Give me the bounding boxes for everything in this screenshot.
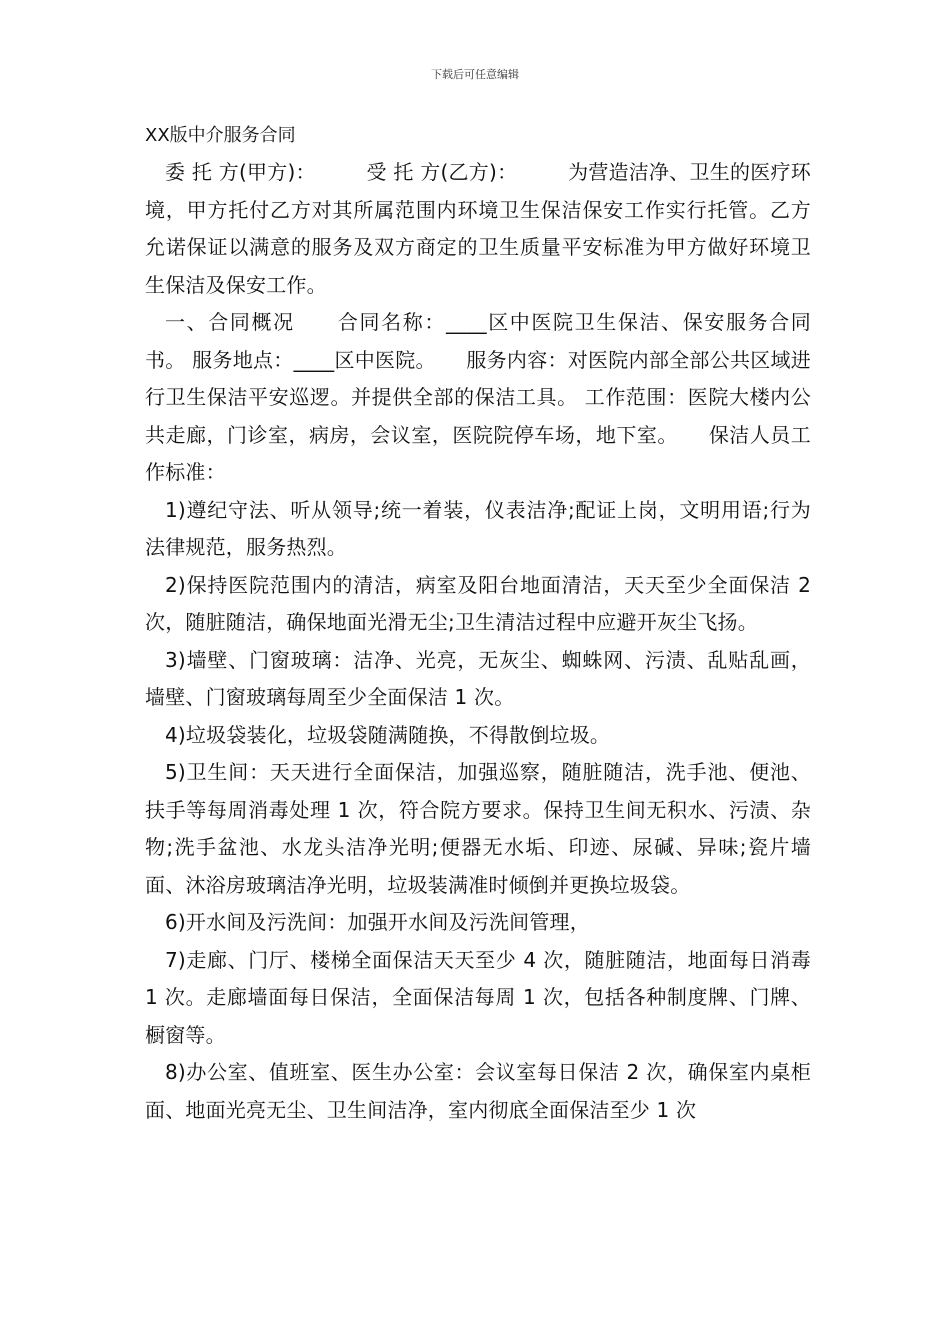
paragraph-contract-overview: 一、合同概况 合同名称：____区中医院卫生保洁、保安服务合同书。 服务地点：____区中医院。 服务内容：对医院内部全部公共区域进行卫生保洁平安巡逻。并提供全部的保洁工具。 工作范围：医院大楼内公共走廊，门诊室，病房，会议室，医院院停车场，地下室。 保洁人员工作标准： bbox=[145, 310, 811, 484]
paragraph-standard-6: 6)开水间及污洗间：加强开水间及污洗间管理， bbox=[165, 910, 590, 934]
paragraph-standard-8: 8)办公室、值班室、医生办公室：会议室每日保洁 2 次，确保室内桌柜面、地面光亮无尘、卫生间洁净，室内彻底全面保洁至少 1 次 bbox=[145, 1060, 811, 1122]
document-body bbox=[145, 118, 811, 1129]
paragraph-standard-3: 3)墙壁、门窗玻璃：洁净、光亮，无灰尘、蜘蛛网、污渍、乱贴乱画，墙壁、门窗玻璃每周至少全面保洁 1 次。 bbox=[145, 647, 811, 709]
paragraph-intro: 委 托 方(甲方)： 受 托 方(乙方)： 为营造洁净、卫生的医疗环境，甲方托付乙方对其所属范围内环境卫生保洁保安工作实行托管。乙方允诺保证以满意的服务及双方商定的卫生质量平安标准为甲方做好环境卫生保洁及保安工作。 bbox=[145, 160, 811, 297]
paragraph-standard-4: 4)垃圾袋装化，垃圾袋随满随换，不得散倒垃圾。 bbox=[165, 722, 611, 747]
paragraph-standard-2: 2)保持医院范围内的清洁，病室及阳台地面清洁，天天至少全面保洁 2 次，随脏随洁，确保地面光滑无尘;卫生清洁过程中应避开灰尘飞扬。 bbox=[145, 572, 811, 634]
paragraph-standard-5: 5)卫生间：天天进行全面保洁，加强巡察，随脏随洁，洗手池、便池、扶手等每周消毒处理 1 次，符合院方要求。保持卫生间无积水、污渍、杂物;洗手盆池、水龙头洁净光明;便器无水垢、印迹、尿碱、异味;瓷片墙面、沐浴房玻璃洁净光明，垃圾装满准时倾倒并更换垃圾袋。 bbox=[145, 760, 811, 897]
paragraph-standard-1: 1)遵纪守法、听从领导;统一着装，仪表洁净;配证上岗，文明用语;行为法律规范，服务热烈。 bbox=[145, 497, 811, 559]
paragraph-standard-7: 7)走廊、门厅、楼梯全面保洁天天至少 4 次，随脏随洁，地面每日消毒 1 次。走廊墙面每日保洁，全面保洁每周 1 次，包括各种制度牌、门牌、橱窗等。 bbox=[145, 947, 811, 1047]
document-title: XX版中介服务合同 bbox=[145, 125, 296, 146]
header-note: 下载后可任意编辑 bbox=[431, 68, 519, 81]
